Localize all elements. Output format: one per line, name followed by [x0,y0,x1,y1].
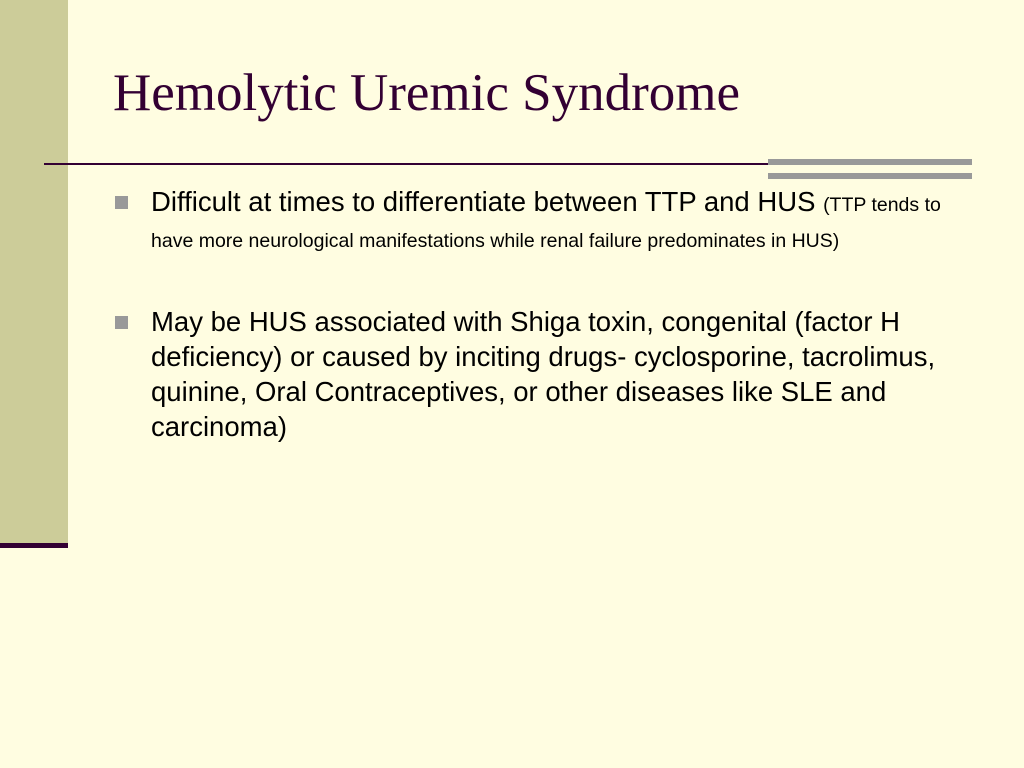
slide-title: Hemolytic Uremic Syndrome [113,64,741,122]
square-bullet-icon [115,196,128,209]
bullet-item [115,184,975,256]
left-accent-bar [0,543,68,548]
bullet-text: Difficult at times to differentiate between TTP and HUS [151,186,824,217]
square-bullet-icon [115,316,128,329]
corner-accent-bar-bottom [768,173,972,179]
bullet-text: May be HUS associated with Shiga toxin, congenital (factor H deficiency) or caused by inciting drugs- cyclosporine, tacrolimus, quinine, Oral Contraceptives, or other diseases like SLE and carcinoma) [151,306,936,442]
corner-accent-bar-top [768,159,972,165]
bullet-item [115,304,975,444]
bullet-list [115,184,975,444]
left-decorative-band [0,0,68,548]
bullet-note: (TTP tends to have more neurological manifestations while renal failure predominates in HUS) [151,194,941,252]
